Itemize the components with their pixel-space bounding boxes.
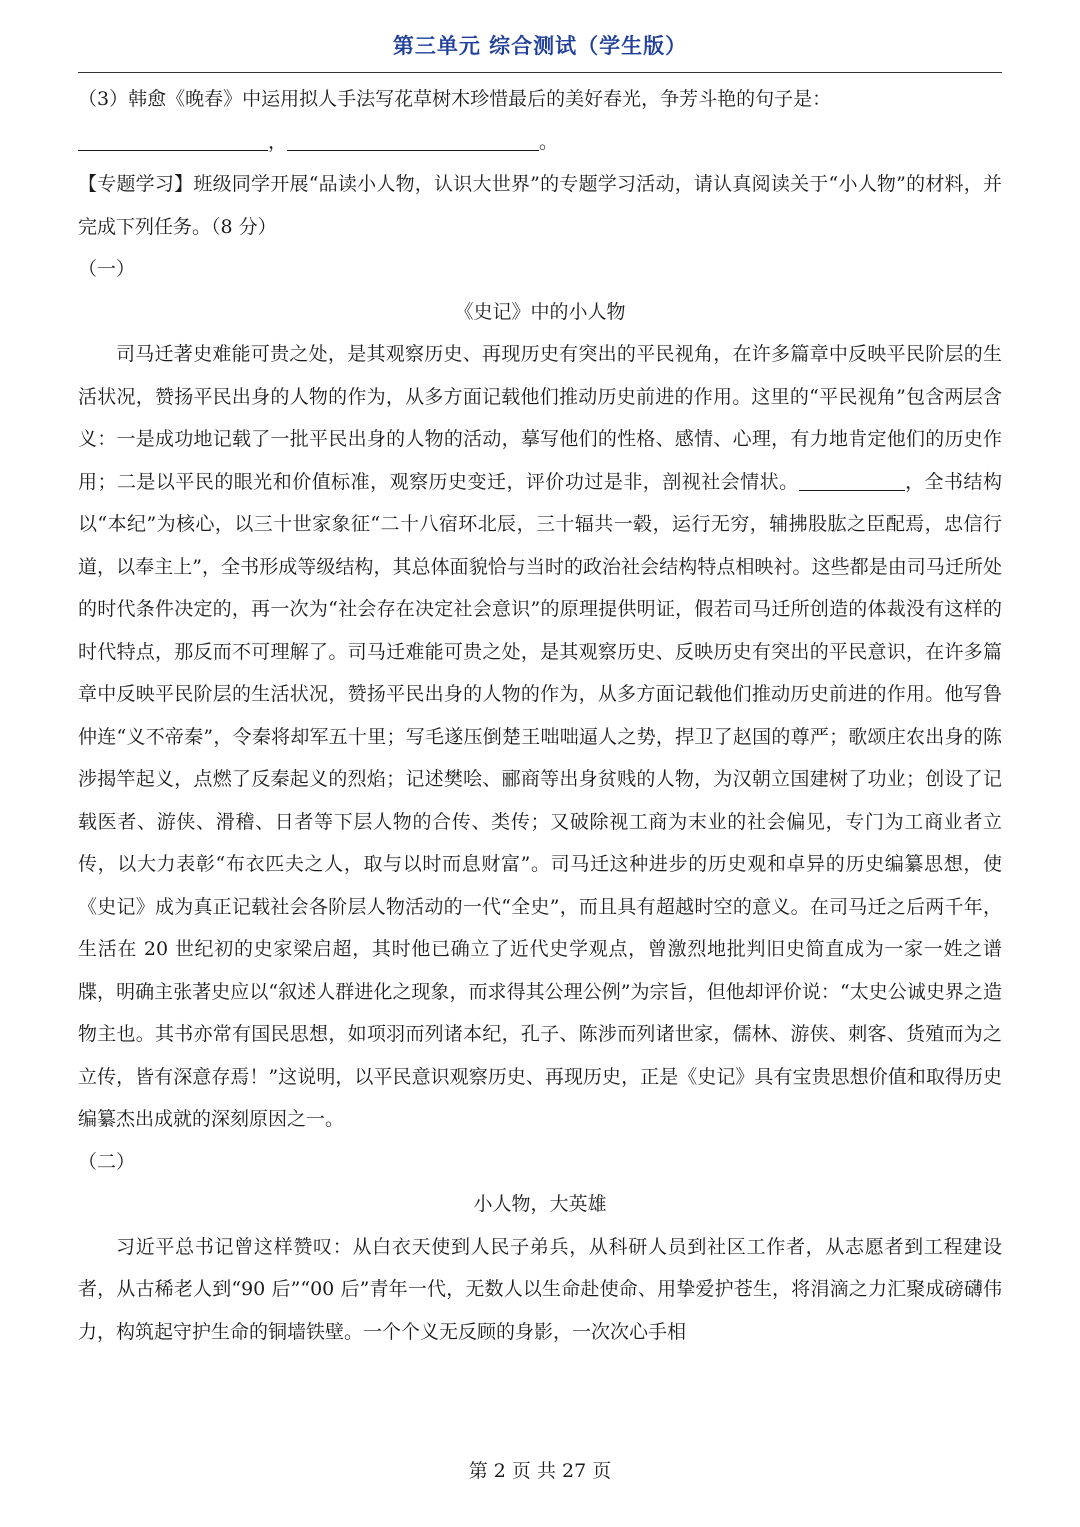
section-1-title: 《史记》中的小人物 (454, 300, 626, 323)
question-3 (78, 78, 1002, 121)
topic-intro: 【专题学习】班级同学开展“品读小人物，认识大世界”的专题学习活动，请认真阅读关于“小人物”的材料，并完成下列任务。（8 分） (78, 173, 1002, 238)
section-2-title: 小人物，大英雄 (473, 1193, 607, 1215)
page-header-title: 第三单元 综合测试（学生版） (392, 34, 688, 58)
section-2-paragraph: 习近平总书记曾这样赞叹：从白衣天使到人民子弟兵，从科研人员到社区工作者，从志愿者到工程建设者，从古稀老人到“90 后”“00 后”青年一代，无数人以生命赴使命、用挚爱护苍生，将涓滴之力汇聚成磅礴伟力，构筑起守护生命的铜墙铁壁。一个个义无反顾的身影，一次次心手相 (78, 1235, 1002, 1343)
question-3-text: （3）韩愈《晚春》中运用拟人手法写花草树木珍惜最后的美好春光，争芳斗艳的句子是： (78, 88, 832, 110)
document-body (78, 78, 1002, 1353)
answer-comma: ， (268, 130, 288, 153)
section-2-label: （二） (78, 1150, 136, 1173)
answer-period: 。 (539, 130, 559, 153)
answer-blank-1[interactable] (78, 131, 268, 151)
question-3-answer-line (78, 121, 1002, 164)
section-1-blank[interactable] (799, 471, 905, 491)
header-divider (78, 72, 1002, 73)
section-1-paragraph (78, 333, 1002, 1141)
answer-blank-2[interactable] (287, 131, 539, 151)
section-1-label: （一） (78, 258, 136, 280)
page-footer: 第 2 页 共 27 页 (468, 1460, 612, 1482)
section-1-text-a: 司马迁著史难能可贵之处，是其观察历史、再现历史有突出的平民视角，在许多篇章中反映平民阶层的生活状况，赞扬平民出身的人物的作为，从多方面记载他们推动历史前进的作用。这里的“平民视角”包含两层含义：一是成功地记载了一批平民出身的人物的活动，摹写他们的性格、感情、心理，有力地肯定他们的历史作用；二是以平民的眼光和价值标准，观察历史变迁，评价功过是非，剖视社会情状。 (78, 343, 1002, 493)
section-1-text-b: ，全书结构以“本纪”为核心，以三十世家象征“二十八宿环北辰，三十辐共一毂，运行无穷，辅拂股肱之臣配焉，忠信行道，以奉主上”，全书形成等级结构，其总体面貌恰与当时的政治社会结构特点相映衬。这些都是由司马迁所处的时代条件决定的，再一次为“社会存在决定社会意识”的原理提供明证，假若司马迁所创造的体裁没有这样的时代特点，那反而不可理解了。司马迁难能可贵之处，是其观察历史、反映历史有突出的平民意识，在许多篇章中反映平民阶层的生活状况，赞扬平民出身的人物的作为，从多方面记载他们推动历史前进的作用。他写鲁仲连“义不帝秦”，令秦将却军五十里；写毛遂压倒楚王咄咄逼人之势，捍卫了赵国的尊严；歌颂庄农出身的陈涉揭竿起义，点燃了反秦起义的烈焰；记述樊哙、郦商等出身贫贱的人物，为汉朝立国建树了功业；创设了记载医者、游侠、滑稽、日者等下层人物的合传、类传；又破除视工商为末业的社会偏见，专门为工商业者立传，以大力表彰“布衣匹夫之人，取与以时而息财富”。司马迁这种进步的历史观和卓异的历史编纂思想，使《史记》成为真正记载社会各阶层人物活动的一代“全史”，而且具有超越时空的意义。在司马迁之后两千年，生活在 20 世纪初的史家梁启超，其时他已确立了近代史学观点，曾激烈地批判旧史简直成为一家一姓之谱牒，明确主张著史应以“叙述人群进化之现象，而求得其公理公例”为宗旨，但他却评价说：“太史公诚史界之造物主也。其书亦常有国民思想，如项羽而列诸本纪，孔子、陈涉而列诸世家，儒林、游侠、刺客、货殖而为之立传，皆有深意存焉！”这说明，以平民意识观察历史、再现历史，正是《史记》具有宝贵思想价值和取得历史编纂杰出成就的深刻原因之一。 (78, 470, 1002, 1130)
